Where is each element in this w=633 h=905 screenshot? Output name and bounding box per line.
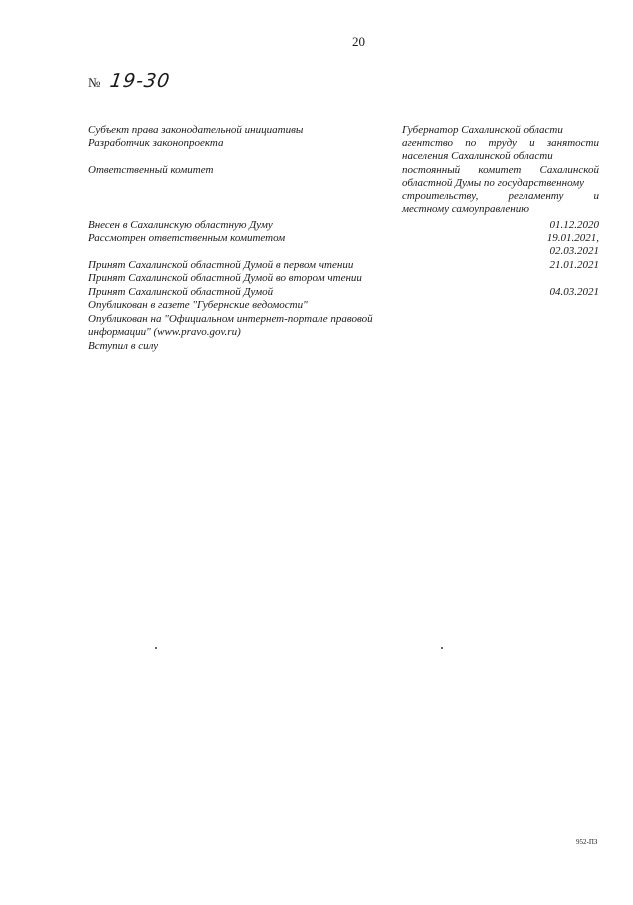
page-number: 20 xyxy=(352,34,365,49)
submitted-label: Внесен в Сахалинскую областную Думу xyxy=(88,219,273,231)
scan-speck xyxy=(155,647,157,649)
subject-label: Субъект права законодательной инициативы xyxy=(88,124,304,136)
committee-value-line-4: местному самоуправлению xyxy=(402,203,529,215)
considered-label: Рассмотрен ответственным комитетом xyxy=(88,232,286,244)
number-sign: № xyxy=(88,75,101,90)
in-force-label: Вступил в силу xyxy=(88,340,159,352)
committee-label: Ответственный комитет xyxy=(88,164,214,176)
developer-label: Разработчик законопроекта xyxy=(88,137,224,149)
handwritten-number: 19-30 xyxy=(108,70,173,92)
published-portal-label-line-2: информации" (www.pravo.gov.ru) xyxy=(88,326,241,338)
first-reading-label: Принят Сахалинской областной Думой в первом чтении xyxy=(88,259,354,271)
considered-date-1: 19.01.2021, xyxy=(546,232,599,244)
published-portal-label-line-1: Опубликован на "Официальном интернет-портале правовой xyxy=(88,313,373,325)
first-reading-date: 21.01.2021 xyxy=(549,259,599,271)
considered-date-2: 02.03.2021 xyxy=(549,245,599,257)
footer-code: 952-ПЗ xyxy=(576,838,598,846)
registration-number xyxy=(88,70,171,92)
adopted-label: Принят Сахалинской областной Думой xyxy=(88,286,274,298)
scan-speck xyxy=(441,647,443,649)
committee-value-line-2: областной Думы по государственному xyxy=(402,177,585,189)
adopted-date: 04.03.2021 xyxy=(549,286,599,298)
submitted-date: 01.12.2020 xyxy=(549,219,599,231)
committee-value-line-3: строительству, регламенту и xyxy=(402,190,599,202)
second-reading-label: Принят Сахалинской областной Думой во втором чтении xyxy=(88,272,362,284)
subject-value: Губернатор Сахалинской области xyxy=(402,124,563,136)
developer-value-line-1: агентство по труду и занятости xyxy=(402,137,599,149)
committee-value-line-1: постоянный комитет Сахалинской xyxy=(402,164,599,176)
published-gazette-label: Опубликован в газете "Губернские ведомости" xyxy=(88,299,308,311)
developer-value-line-2: населения Сахалинской области xyxy=(402,150,553,162)
